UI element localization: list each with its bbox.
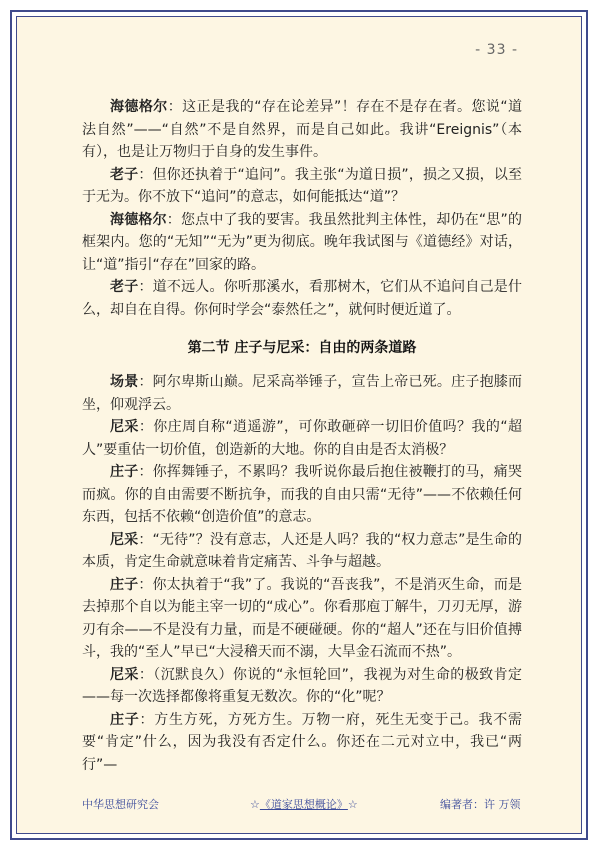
dialogue-paragraph xyxy=(82,529,522,574)
dialogue-text: ：“无待”？没有意志，人还是人吗？我的“权力意志”是生命的本质，肯定生命就意味着肯定痛苦、斗争与超越。 xyxy=(82,531,523,570)
dialogue-paragraph xyxy=(82,461,522,529)
speaker-name: 庄子 xyxy=(110,711,140,728)
speaker-name: 老子 xyxy=(110,279,139,295)
speaker-name: 场景 xyxy=(110,374,139,390)
speaker-name: 庄子 xyxy=(110,464,139,480)
speaker-name: 庄子 xyxy=(110,576,139,593)
footer-book-title xyxy=(250,796,358,812)
speaker-name: 海德格尔 xyxy=(110,211,167,228)
speaker-name: 海德格尔 xyxy=(110,99,168,115)
dialogue-paragraph xyxy=(82,164,522,209)
speaker-name: 尼采 xyxy=(110,419,139,435)
dialogue-part-2 xyxy=(82,371,522,776)
dialogue-text: ：（沉默良久）你说的“永恒轮回”，我视为对生命的极致肯定——每一次选择都像将重复无数次。你的“化”呢？ xyxy=(82,666,523,705)
speaker-name: 老子 xyxy=(110,166,139,183)
speaker-name: 尼采 xyxy=(110,531,139,548)
speaker-name: 尼采 xyxy=(110,666,139,683)
page-number: - 33 - xyxy=(475,42,518,58)
footer-author: 编著者：许 万领 xyxy=(440,798,521,811)
page-body xyxy=(82,96,522,776)
dialogue-paragraph xyxy=(82,96,522,164)
dialogue-text: ：你太执着于“我”了。我说的“吾丧我”，不是消灭生命，而是去掉那个自以为能主宰一切的“成心”。你看那庖丁解牛，刀刃无厚，游刃有余——不是没有力量，而是不硬碰硬。你的“超人”还在与旧价值搏斗，我的“至人”早已“大浸稽天而不溺，大旱金石流而不热”。 xyxy=(82,576,523,660)
star-icon: ☆ xyxy=(347,798,358,811)
book-title-link[interactable]: 《道家思想概论》 xyxy=(259,798,348,811)
dialogue-paragraph xyxy=(82,276,522,321)
dialogue-paragraph xyxy=(82,664,522,709)
dialogue-paragraph xyxy=(82,709,522,777)
dialogue-part-1 xyxy=(82,96,522,321)
dialogue-paragraph xyxy=(82,209,522,277)
dialogue-text: ：道不远人。你听那溪水，看那树木，它们从不追问自己是什么，却自在自得。你何时学会“泰然任之”，就何时便近道了。 xyxy=(82,279,523,318)
footer-organization: 中华思想研究会 xyxy=(82,798,159,811)
star-icon: ☆ xyxy=(250,798,260,811)
dialogue-paragraph xyxy=(82,574,522,664)
dialogue-text: ：但你还执着于“追问”。我主张“为道日损”，损之又损，以至于无为。你不放下“追问”的意志，如何能抵达“道”？ xyxy=(82,166,523,205)
dialogue-text: ：你挥舞锤子，不累吗？我听说你最后抱住被鞭打的马，痛哭而疯。你的自由需要不断抗争，而我的自由只需“无待”——不依赖任何东西，包括不依赖“创造价值”的意志。 xyxy=(82,464,523,525)
dialogue-paragraph xyxy=(82,371,522,416)
dialogue-text: ：阿尔卑斯山巅。尼采高举锤子，宣告上帝已死。庄子抱膝而坐，仰观浮云。 xyxy=(82,374,523,413)
dialogue-text: ：您点中了我的要害。我虽然批判主体性，却仍在“思”的框架内。您的“无知”“无为”更为彻底。晚年我试图与《道德经》对话，让“道”指引“存在”回家的路。 xyxy=(82,211,522,273)
dialogue-text: ：你庄周自称“逍遥游”，可你敢砸碎一切旧价值吗？我的“超人”要重估一切价值，创造新的大地。你的自由是否太消极？ xyxy=(82,419,522,458)
dialogue-text: ：方生方死，方死方生。万物一府，死生无变于己。我不需要“肯定”什么，因为我没有否定什么。你还在二元对立中，我已“两行”— xyxy=(82,711,523,773)
dialogue-text: ：这正是我的“存在论差异”！存在不是存在者。您说“道法自然”——“自然”不是自然界，而是自己如此。我讲“Ereignis”（本有），也是让万物归于自身的发生事件。 xyxy=(82,99,522,160)
dialogue-paragraph xyxy=(82,416,522,461)
section-title: 第二节 庄子与尼采：自由的两条道路 xyxy=(187,340,417,356)
